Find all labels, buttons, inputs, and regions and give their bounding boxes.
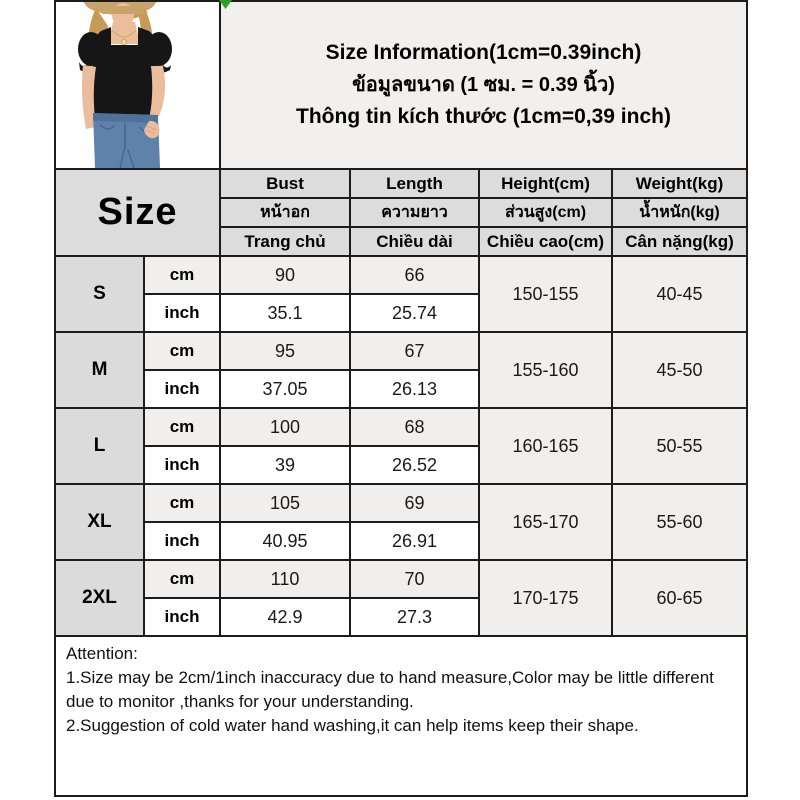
col-header-bust-vi: Trang chủ xyxy=(221,228,349,255)
col-header-length-th: ความยาว xyxy=(351,199,478,226)
attention-note-1: 1.Size may be 2cm/1inch inaccuracy due to hand measure,Color may be little different due to monitor ,thanks for your understanding. xyxy=(66,668,714,712)
length-inch-value: 26.91 xyxy=(351,523,478,559)
size-cell-m: M xyxy=(56,333,143,407)
title-en: Size Information(1cm=0.39inch) xyxy=(325,41,642,65)
unit-inch: inch xyxy=(145,523,219,559)
length-cm-value: 70 xyxy=(351,561,478,597)
title-th: ข้อมูลขนาด (1 ซม. = 0.39 นิ้ว) xyxy=(352,73,615,96)
height-range: 170-175 xyxy=(480,561,611,635)
unit-inch: inch xyxy=(145,447,219,483)
bust-cm-value: 100 xyxy=(221,409,349,445)
length-inch-value: 26.52 xyxy=(351,447,478,483)
height-range: 150-155 xyxy=(480,257,611,331)
unit-cm: cm xyxy=(145,257,219,293)
unit-cm: cm xyxy=(145,409,219,445)
weight-range: 50-55 xyxy=(613,409,746,483)
col-header-weight-th: น้ำหนัก(kg) xyxy=(613,199,746,226)
bust-inch-value: 40.95 xyxy=(221,523,349,559)
unit-cm: cm xyxy=(145,561,219,597)
length-cm-value: 68 xyxy=(351,409,478,445)
attention-note-2: 2.Suggestion of cold water hand washing,it can help items keep their shape. xyxy=(66,716,639,736)
col-header-height-vi: Chiều cao(cm) xyxy=(480,228,611,255)
title-block xyxy=(221,2,746,168)
size-cell-2xl: 2XL xyxy=(56,561,143,635)
title-vi: Thông tin kích thước (1cm=0,39 inch) xyxy=(296,104,671,128)
weight-range: 60-65 xyxy=(613,561,746,635)
height-range: 160-165 xyxy=(480,409,611,483)
unit-inch: inch xyxy=(145,599,219,635)
unit-inch: inch xyxy=(145,371,219,407)
size-table xyxy=(54,0,748,797)
size-header: Size xyxy=(56,170,219,255)
length-cm-value: 66 xyxy=(351,257,478,293)
bust-cm-value: 90 xyxy=(221,257,349,293)
bust-inch-value: 35.1 xyxy=(221,295,349,331)
col-header-length-vi: Chiều dài xyxy=(351,228,478,255)
height-range: 155-160 xyxy=(480,333,611,407)
weight-range: 40-45 xyxy=(613,257,746,331)
bust-cm-value: 110 xyxy=(221,561,349,597)
col-header-height-th: ส่วนสูง(cm) xyxy=(480,199,611,226)
col-header-bust-en: Bust xyxy=(221,170,349,197)
attention-block xyxy=(56,637,746,795)
length-inch-value: 27.3 xyxy=(351,599,478,635)
size-cell-s: S xyxy=(56,257,143,331)
bust-inch-value: 42.9 xyxy=(221,599,349,635)
model-photo xyxy=(56,2,219,168)
weight-range: 45-50 xyxy=(613,333,746,407)
col-header-weight-en: Weight(kg) xyxy=(613,170,746,197)
length-inch-value: 25.74 xyxy=(351,295,478,331)
unit-cm: cm xyxy=(145,485,219,521)
unit-cm: cm xyxy=(145,333,219,369)
length-cm-value: 67 xyxy=(351,333,478,369)
bust-inch-value: 39 xyxy=(221,447,349,483)
model-photo-cell xyxy=(56,2,219,168)
col-header-length-en: Length xyxy=(351,170,478,197)
height-range: 165-170 xyxy=(480,485,611,559)
col-header-weight-vi: Cân nặng(kg) xyxy=(613,228,746,255)
length-cm-value: 69 xyxy=(351,485,478,521)
bust-cm-value: 95 xyxy=(221,333,349,369)
attention-heading: Attention: xyxy=(66,644,138,663)
length-inch-value: 26.13 xyxy=(351,371,478,407)
col-header-height-en: Height(cm) xyxy=(480,170,611,197)
size-cell-xl: XL xyxy=(56,485,143,559)
weight-range: 55-60 xyxy=(613,485,746,559)
bust-inch-value: 37.05 xyxy=(221,371,349,407)
col-header-bust-th: หน้าอก xyxy=(221,199,349,226)
unit-inch: inch xyxy=(145,295,219,331)
size-cell-l: L xyxy=(56,409,143,483)
bust-cm-value: 105 xyxy=(221,485,349,521)
